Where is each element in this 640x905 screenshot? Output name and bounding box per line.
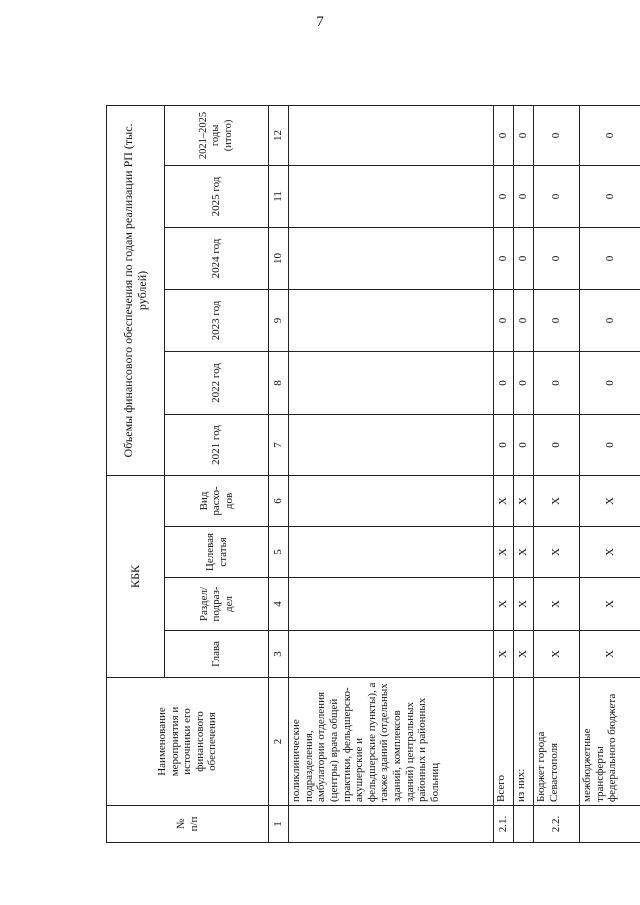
value-cell: 0 — [514, 165, 534, 227]
row-num — [289, 806, 494, 843]
table-row — [494, 105, 514, 842]
header-kbk: КБК — [107, 475, 165, 677]
col-number: 9 — [269, 289, 289, 351]
value-cell — [289, 414, 494, 475]
value-cell: 0 — [514, 289, 534, 351]
kbk-cell — [289, 631, 494, 678]
kbk-cell: X — [494, 475, 514, 526]
value-cell: 0 — [580, 165, 640, 227]
header-kbk-col: Раздел/ подраз-дел — [165, 578, 269, 631]
col-number: 4 — [269, 578, 289, 631]
value-cell: 0 — [580, 414, 640, 475]
value-cell: 0 — [534, 289, 580, 351]
kbk-cell: X — [580, 578, 640, 631]
kbk-cell: X — [534, 631, 580, 678]
row-num: 2.2. — [534, 806, 580, 843]
value-cell — [289, 165, 494, 227]
kbk-cell — [289, 578, 494, 631]
col-number: 6 — [269, 475, 289, 526]
value-cell: 0 — [494, 289, 514, 351]
header-kbk-col: Глава — [165, 631, 269, 678]
value-cell: 0 — [534, 414, 580, 475]
row-name: из них: — [514, 678, 534, 806]
row-name: Всего — [494, 678, 514, 806]
header-year: 2023 год — [165, 289, 269, 351]
row-name: межбюджетные трансферты федерального бюджета — [580, 678, 640, 806]
value-cell: 0 — [580, 105, 640, 165]
value-cell: 0 — [514, 105, 534, 165]
header-num: № п/п — [107, 806, 269, 843]
kbk-cell: X — [514, 475, 534, 526]
header-year: 2024 год — [165, 227, 269, 289]
table-row — [514, 105, 534, 842]
value-cell: 0 — [534, 351, 580, 414]
value-cell: 0 — [514, 227, 534, 289]
col-number: 12 — [269, 105, 289, 165]
value-cell: 0 — [494, 227, 514, 289]
kbk-cell: X — [580, 475, 640, 526]
value-cell: 0 — [580, 227, 640, 289]
col-number: 10 — [269, 227, 289, 289]
header-kbk-col: Целевая статья — [165, 527, 269, 578]
table-row — [534, 105, 580, 842]
header-year: 2025 год — [165, 165, 269, 227]
col-number: 5 — [269, 527, 289, 578]
value-cell: 0 — [494, 105, 514, 165]
value-cell: 0 — [580, 351, 640, 414]
row-name: Бюджет города Севастополя — [534, 678, 580, 806]
value-cell: 0 — [514, 351, 534, 414]
header-year: 2021 год — [165, 414, 269, 475]
value-cell: 0 — [534, 165, 580, 227]
col-number: 2 — [269, 678, 289, 806]
table-row — [580, 105, 640, 842]
col-number: 3 — [269, 631, 289, 678]
row-num — [580, 806, 640, 843]
value-cell: 0 — [494, 351, 514, 414]
value-cell: 0 — [534, 227, 580, 289]
kbk-cell: X — [534, 475, 580, 526]
kbk-cell: X — [494, 527, 514, 578]
value-cell — [289, 351, 494, 414]
header-fin-title: Объемы финансового обеспечения по годам реализации РП (тыс. рублей) — [107, 105, 165, 475]
kbk-cell: X — [534, 527, 580, 578]
col-number: 8 — [269, 351, 289, 414]
col-number: 11 — [269, 165, 289, 227]
value-cell: 0 — [494, 414, 514, 475]
kbk-cell: X — [514, 527, 534, 578]
col-number: 7 — [269, 414, 289, 475]
page-number: 7 — [316, 14, 324, 30]
table-row — [289, 105, 494, 842]
header-kbk-col: Вид расхо-дов — [165, 475, 269, 526]
row-num — [514, 806, 534, 843]
kbk-cell: X — [514, 631, 534, 678]
kbk-cell: X — [494, 578, 514, 631]
kbk-cell: X — [514, 578, 534, 631]
value-cell: 0 — [514, 414, 534, 475]
kbk-cell: X — [580, 527, 640, 578]
value-cell — [289, 227, 494, 289]
kbk-cell: X — [580, 631, 640, 678]
kbk-cell: X — [494, 631, 514, 678]
header-year: 2021–2025 годы (итого) — [165, 105, 269, 165]
rotated-table-container — [106, 106, 640, 843]
col-number: 1 — [269, 806, 289, 843]
value-cell — [289, 289, 494, 351]
value-cell: 0 — [494, 165, 514, 227]
row-num: 2.1. — [494, 806, 514, 843]
kbk-cell: X — [534, 578, 580, 631]
header-name: Наименование мероприятия и источники его финансового обеспечения — [107, 678, 269, 806]
value-cell — [289, 105, 494, 165]
value-cell: 0 — [534, 105, 580, 165]
value-cell: 0 — [580, 289, 640, 351]
row-name: поликлинические подразделения, амбулатории отделения (центры) врача общей практики, фельдшерско-акушерские и фельдшерские пункты), а также зданий (отдельных зданий, комплексов зданий) центральных районных и районных больниц — [289, 678, 494, 806]
kbk-cell — [289, 527, 494, 578]
header-year: 2022 год — [165, 351, 269, 414]
financing-table — [106, 105, 640, 843]
kbk-cell — [289, 475, 494, 526]
